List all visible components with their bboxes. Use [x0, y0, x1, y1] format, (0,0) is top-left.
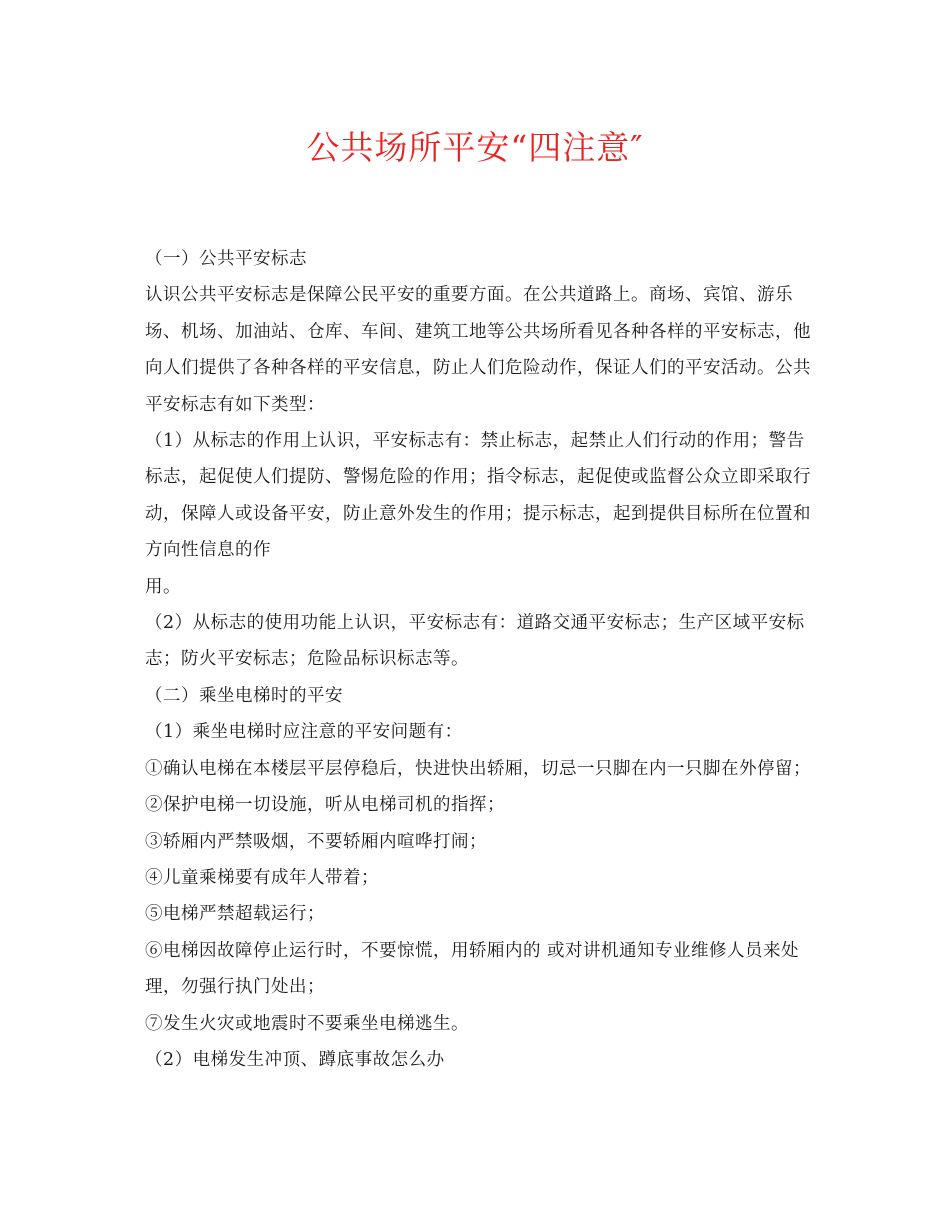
- list-item: ⑦发生火灾或地震时不要乘坐电梯逃生。: [145, 1013, 469, 1034]
- document-body: [145, 241, 815, 1078]
- paragraph-elevator-issues: （1）乘坐电梯时应注意的平安问题有：: [145, 722, 463, 743]
- list-item: ⑥电梯因故障停止运行时，不要惊慌，用轿厢内的 或对讲机通知专业维修人员来处理，勿强行执门处出；: [145, 940, 800, 998]
- section-heading-elevator-safety: （二）乘坐电梯时的平安: [145, 685, 343, 706]
- paragraph-continuation: 用。: [145, 576, 181, 597]
- list-item: ⑤电梯严禁超载运行；: [145, 904, 325, 925]
- list-item: ②保护电梯一切设施，听从电梯司机的指挥；: [145, 795, 505, 816]
- paragraph-elevator-accidents: （2）电梯发生冲顶、蹲底事故怎么办: [145, 1049, 445, 1070]
- paragraph-intro: 认识公共平安标志是保障公民平安的重要方面。在公共道路上。商场、宾馆、游乐场、机场、加油站、仓库、车间、建筑工地等公共场所看见各种各样的平安标志，他向人们提供了各种各样的平安信息，防止人们危险动作，保证人们的平安活动。公共平安标志有如下类型：: [145, 285, 811, 415]
- list-item: ④儿童乘梯要有成年人带着；: [145, 867, 379, 888]
- list-item: ③轿厢内严禁吸烟，不要轿厢内喧哗打闹；: [145, 831, 487, 852]
- page-title: 公共场所平安“四注意″: [306, 128, 644, 167]
- paragraph-sign-types-by-function: （1）从标志的作用上认识，平安标志有：禁止标志，起禁止人们行动的作用；警告标志，起促使人们提防、警惕危险的作用；指令标志，起促使或监督公众立即采取行动，保障人或设备平安，防止意外发生的作用；提示标志，起到提供目标所在位置和方向性信息的作: [145, 431, 811, 561]
- list-item: ①确认电梯在本楼层平层停稳后，快进快出轿厢，切忌一只脚在内一只脚在外停留；: [145, 758, 811, 779]
- section-heading-public-safety-signs: （一）公共平安标志: [145, 249, 307, 269]
- paragraph-sign-types-by-usage: （2）从标志的使用功能上认识，平安标志有：道路交通平安标志；生产区域平安标志；防火平安标志；危险品标识标志等。: [145, 613, 805, 670]
